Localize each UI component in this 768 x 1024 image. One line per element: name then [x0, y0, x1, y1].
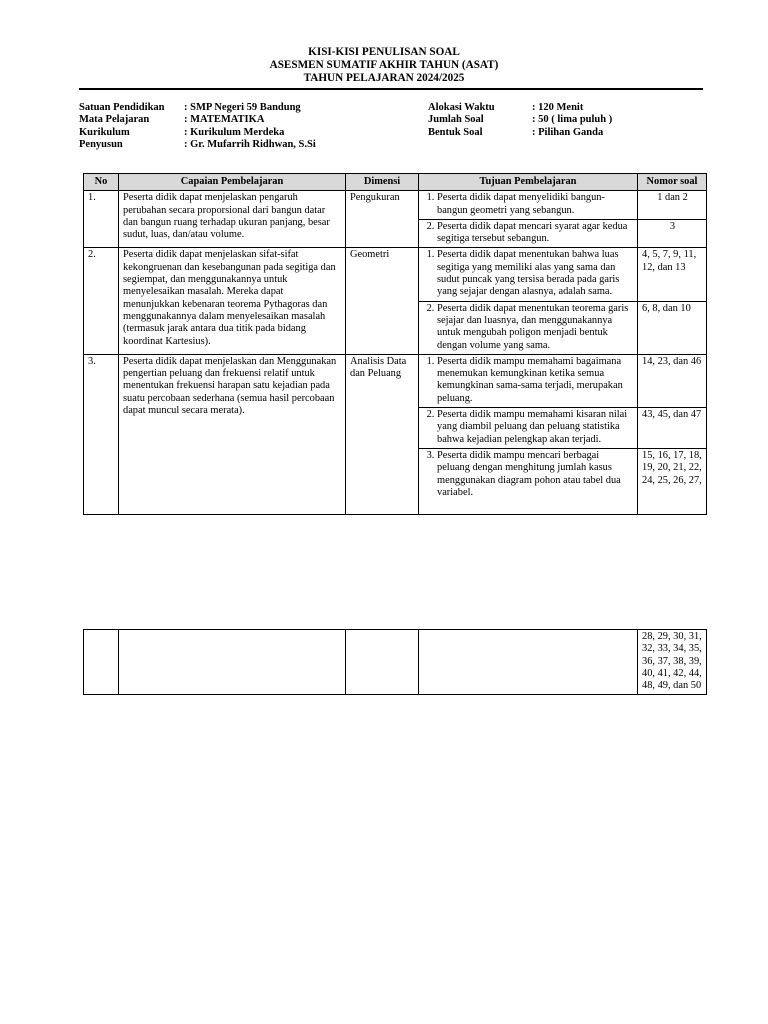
cell-tujuan	[419, 448, 638, 514]
info-row-mapel	[79, 114, 316, 126]
table-row	[84, 191, 707, 220]
cell-nomor-soal: 6, 8, dan 10	[638, 301, 707, 354]
cell-tujuan	[419, 354, 638, 407]
title-line-2: ASESMEN SUMATIF AKHIR TAHUN (ASAT)	[269, 59, 499, 71]
cell-capaian: Peserta didik dapat menjelaskan sifat-sifat kekongruenan dan kesebangunan pada segitiga dan segiempat, dan menggunakannya untuk menyelesaikan masalah. Mereka dapat menunjukkan kebenaran teorema Pythagoras dan menggunakannya dalam menyelesaikan masalah (termasuk jarak antara dua titik pada bidang koordinat Kartesius).	[119, 248, 346, 354]
tujuan-item: 2. Peserta didik mampu memahami kisaran nilai yang diambil peluang dan peluang statistika bahwa kejadian pelengkap akan terjadi.	[437, 409, 634, 446]
cell-nomor-soal: 15, 16, 17, 18, 19, 20, 21, 22, 24, 25, 26, 27,	[638, 448, 707, 514]
cell-nomor-soal: 1 dan 2	[638, 191, 707, 220]
info-value: : Pilihan Ganda	[532, 126, 604, 138]
header-tujuan: Tujuan Pembelajaran	[419, 174, 638, 191]
kisi-kisi-table	[83, 173, 707, 515]
info-value: : Kurikulum Merdeka	[184, 126, 285, 138]
info-row-kurikulum	[79, 127, 316, 139]
table-row	[84, 354, 707, 407]
kisi-kisi-table-continued	[83, 629, 707, 695]
title-divider	[79, 88, 703, 90]
info-row-satuan	[79, 102, 316, 114]
cell-tujuan	[419, 248, 638, 301]
header-capaian: Capaian Pembelajaran	[119, 174, 346, 191]
info-value: : 50 ( lima puluh )	[532, 114, 613, 126]
info-key: Alokasi Waktu	[428, 102, 495, 113]
tujuan-item: 1. Peserta didik dapat menentukan bahwa luas segitiga yang memiliki alas yang sama dan sudut puncak yang tersisa berada pada garis yang sejajar dengan alasnya, adalah sama.	[437, 249, 634, 298]
table-row	[84, 630, 707, 695]
info-value: : MATEMATIKA	[184, 114, 265, 126]
cell-dimensi: Analisis Data dan Peluang	[346, 354, 419, 514]
header-no: No	[84, 174, 119, 191]
cell-tujuan	[419, 219, 638, 248]
info-key: Kurikulum	[79, 126, 130, 138]
header-dimensi: Dimensi	[346, 174, 419, 191]
cell-dimensi: Pengukuran	[346, 191, 419, 248]
cell-dimensi: Geometri	[346, 248, 419, 354]
cell-capaian: Peserta didik dapat menjelaskan dan Menggunakan pengertian peluang dan frekuensi relatif untuk menentukan frekuensi harapan satu kejadian pada suatu percobaan sederhana (semua hasil percobaan dapat muncul secara merata).	[119, 354, 346, 514]
document-title	[0, 46, 768, 85]
cell-nomor-soal: 43, 45, dan 47	[638, 408, 707, 449]
cell-capaian	[119, 630, 346, 695]
info-right	[428, 102, 612, 139]
info-value: : SMP Negeri 59 Bandung	[184, 102, 301, 113]
cell-no: 3.	[84, 354, 119, 514]
info-key: Penyusun	[79, 139, 123, 151]
cell-no	[84, 630, 119, 695]
info-row-jumlah	[428, 114, 612, 126]
info-row-bentuk	[428, 127, 612, 139]
tujuan-item: 2. Peserta didik dapat mencari syarat agar kedua segitiga tersebut sebangun.	[437, 221, 634, 246]
table-header-row	[84, 174, 707, 191]
info-row-penyusun	[79, 139, 316, 151]
tujuan-item: 2. Peserta didik dapat menentukan teorema garis sejajar dan luasnya, dan menggunakannya untuk mengubah poligon menjadi bentuk dengan volume yang sama.	[437, 303, 634, 352]
tujuan-item: 1. Peserta didik dapat menyelidiki bangun-bangun geometri yang sebangun.	[437, 192, 634, 217]
cell-no: 1.	[84, 191, 119, 248]
info-key: Mata Pelajaran	[79, 114, 150, 126]
cell-no: 2.	[84, 248, 119, 354]
table-row	[84, 248, 707, 301]
cell-tujuan	[419, 191, 638, 220]
info-value: : Gr. Mufarrih Ridhwan, S.Si	[184, 139, 316, 151]
tujuan-item: 3. Peserta didik mampu mencari berbagai peluang dengan menghitung jumlah kasus menggunakan diagram pohon atau tabel dua variabel.	[437, 450, 634, 499]
cell-nomor-soal: 14, 23, dan 46	[638, 354, 707, 407]
cell-nomor-soal: 28, 29, 30, 31, 32, 33, 34, 35, 36, 37, 38, 39, 40, 41, 42, 44, 48, 49, dan 50	[638, 630, 707, 695]
cell-nomor-soal: 4, 5, 7, 9, 11, 12, dan 13	[638, 248, 707, 301]
header-nomor-soal: Nomor soal	[638, 174, 707, 191]
cell-dimensi	[346, 630, 419, 695]
cell-capaian: Peserta didik dapat menjelaskan pengaruh perubahan secara proporsional dari bangun datar dan bangun ruang terhadap ukuran panjang, besar sudut, luas, dan/atau volume.	[119, 191, 346, 248]
title-line-3: TAHUN PELAJARAN 2024/2025	[303, 72, 465, 84]
cell-tujuan	[419, 630, 638, 695]
info-left	[79, 102, 316, 152]
tujuan-item: 1. Peserta didik mampu memahami bagaimana menemukan kemungkinan ketika semua kemungkinan sama-sama terjadi, merupakan peluang.	[437, 356, 634, 405]
info-key: Satuan Pendidikan	[79, 102, 165, 113]
title-line-1: KISI-KISI PENULISAN SOAL	[308, 46, 460, 58]
cell-tujuan	[419, 408, 638, 449]
cell-tujuan	[419, 301, 638, 354]
info-key: Bentuk Soal	[428, 126, 483, 138]
cell-nomor-soal: 3	[638, 219, 707, 248]
info-value: : 120 Menit	[532, 102, 584, 113]
info-key: Jumlah Soal	[428, 114, 484, 126]
info-row-alokasi	[428, 102, 612, 114]
